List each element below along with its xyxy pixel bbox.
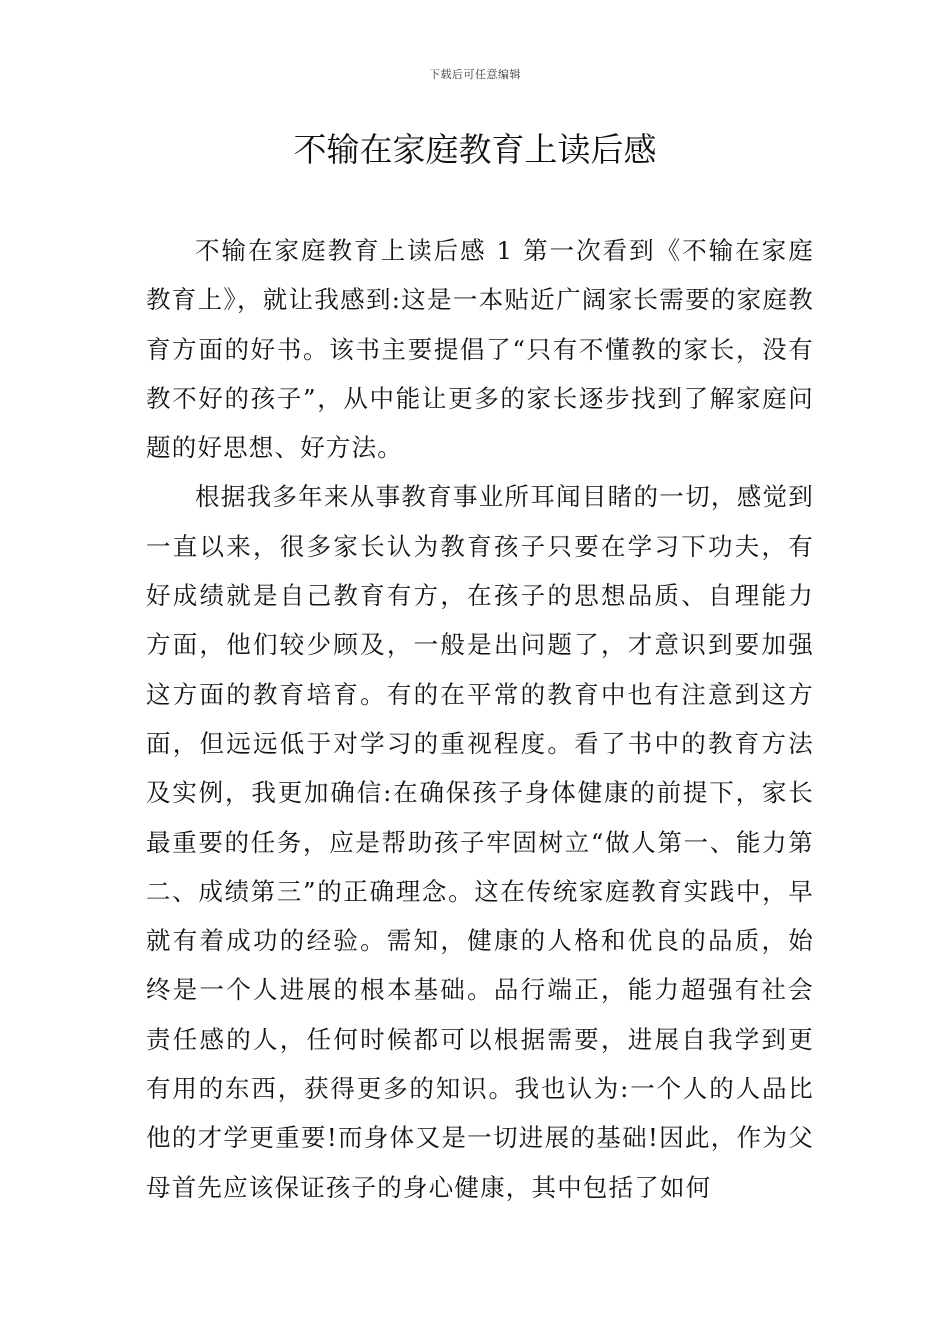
paragraph-2: 根据我多年来从事教育事业所耳闻目睹的一切，感觉到一直以来，很多家长认为教育孩子只要在学习下功夫，有好成绩就是自己教育有方，在孩子的思想品质、自理能力方面，他们较少顾及，一般是出问题了，才意识到要加强这方面的教育培育。有的在平常的教育中也有注意到这方面，但远远低于对学习的重视程度。看了书中的教育方法及实例，我更加确信:在确保孩子身体健康的前提下，家长最重要的任务，应是帮助孩子牢固树立“做人第一、能力第二、成绩第三”的正确理念。这在传统家庭教育实践中，早就有着成功的经验。需知，健康的人格和优良的品质，始终是一个人进展的根本基础。品行端正，能力超强有社会责任感的人，任何时候都可以根据需要，进展自我学到更有用的东西，获得更多的知识。我也认为:一个人的人品比他的才学更重要!而身体又是一切进展的基础!因此，作为父母首先应该保证孩子的身心健康，其中包括了如何 bbox=[146, 482, 814, 1202]
header-note: 下载后可任意编辑 bbox=[429, 68, 521, 81]
document-title: 不输在家庭教育上读后感 bbox=[293, 130, 657, 169]
document-body bbox=[146, 226, 814, 1212]
paragraph-1: 不输在家庭教育上读后感 1 第一次看到《不输在家庭教育上》，就让我感到:这是一本贴近广阔家长需要的家庭教育方面的好书。该书主要提倡了“只有不懂教的家长，没有教不好的孩子”，从中能让更多的家长逐步找到了解家庭问题的好思想、好方法。 bbox=[146, 236, 814, 463]
